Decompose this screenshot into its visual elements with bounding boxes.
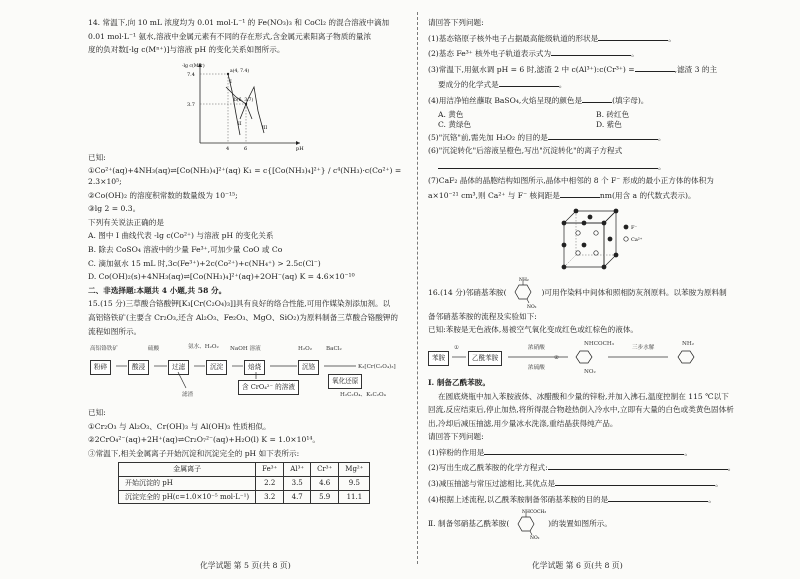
table-row: [119, 477, 370, 491]
flow-box-chrome-precip: 沉铬: [298, 360, 319, 375]
known2-label: 已知:: [88, 408, 106, 418]
o-nitroacetanilide-structure: [512, 508, 546, 540]
part-1-heading: Ⅰ. 制备乙酰苯胺。: [428, 377, 490, 387]
flow-label-product: K₃[Cr(C₂O₄)₃]: [358, 364, 396, 371]
q16-stem-1b: )可用作染料中间体和照相防灰剂原料。以苯胺为原料制: [541, 287, 727, 297]
q14-stem-1: 14. 常温下,向 10 mL 浓度均为 0.01 mol·L⁻¹ 的 Fe(NO₃)₃ 和 CoCl₂ 的混合溶液中滴加: [88, 18, 390, 27]
q14-stem-2: 0.01 mol·L⁻¹ 氨水,溶液中金属元素有不同的存在形式,含金属元素阳离子物质的量浓: [88, 31, 372, 41]
known2-1: ①Cr₂O₃ 与 Al₂O₃、Cr(OH)₃ 与 Al(OH)₃ 性质相似。: [88, 421, 271, 431]
flow-box-precipitate: 沉淀: [206, 360, 227, 375]
legend-f-label: F⁻: [631, 224, 638, 231]
right-page: 请回答下列问题: (1)基态铬原子核外电子占据最高能级轨道的形状是 。 (2)基态 Fe³⁺ 核外电子轨道表示式为 。 (3)常温下,用氨水调 pH = 6 时,滤渣 2 中 c(Al³⁺):c(Cr³⁺) = ,滤渣 3 的主 要成分的化学式是 。 (4)用洁净铂丝蘸取 BaSO₄,火焰呈现的颜色是 (填字母)。 A. 黄色 B. 砖红色 C. 黄绿色 D. 紫色 (5)"沉铬"前,需先加 H₂O₂ 的目的是 。 (6)"沉淀转化"后溶液呈橙色,写出"沉淀转化"的离子方程式 。 (7)CaF₂ 晶体的晶胞结构如图所示,晶体中相邻的 8 个 F⁻ 形成的最小正方体的体积为 a×10⁻²¹ cm³,则 Ca²⁺ 与 F⁻ 核间距是 nm(用含 a 的代数式表示)。 F⁻ Ca²⁺ 16.(14 分)邻硝基苯胺( NH₂ NO₂ )可用作染料中间体和照相防灰剂原料。以苯胺为原料制 备邻硝基苯胺的流程及实验如下: 已知:苯胺是无色液体,易被空气氧化变成红色或红棕色的液体。 苯胺 ① 乙酰苯胺 浓硝酸 浓硫酸 ② NHCOCH₃ NO₂ 三步水解 NH₂ Ⅰ. 制备乙酰苯胺。 在圆底烧瓶中加入苯胺液体、冰醋酸和少量的锌粉,并加入沸石,温度控制在 115 ℃以下 回流,反应结束后,停止加热,将所得混合物趁热倒入冷水中,立即有大量的白色或类黄色固体析 出,冷却后减压抽滤,用少量冰水洗涤,重结晶获得纯产品。 请回答下列问题: (1)锌粉的作用是 。 (2)写出生成乙酰苯胺的化学方程式: 。 (3)减压抽滤与常压过滤相比,其优点是 。 (4)根据上述流程,以乙酰苯胺制备邻硝基苯胺的目的是 。 Ⅱ. 制备邻硝基乙酰苯胺( NHCOCH₃ NO₂ )的装置如图所示。: [428, 18, 758, 543]
legend-ca-icon: [624, 237, 628, 241]
flow-label-ammonia: 氨水、H₂O₂: [188, 344, 219, 351]
flow-box-filter: 过滤: [168, 360, 189, 375]
answer-blank-1[interactable]: [598, 32, 668, 41]
table-header: Cr³⁺: [311, 463, 339, 477]
table-header: Al³⁺: [284, 463, 311, 477]
option-d: D. 紫色: [596, 120, 622, 130]
part-1-text-3: 出,冷却后减压抽滤,用少量冰水洗涤,重结晶获得纯产品。: [428, 418, 618, 428]
q15-stem-1: 15.(15 分)三草酸合铬酸钾[K₃[Cr(C₂O₄)₃]]具有良好的络合性能,可用作媒染剂添加剂。以: [88, 299, 391, 309]
table-cell: 4.6: [311, 477, 339, 491]
point-a: [227, 73, 229, 75]
question-7-b: a×10⁻²¹ cm³,则 Ca²⁺ 与 F⁻ 核间距是: [428, 191, 560, 201]
flow-arrows: [88, 340, 408, 406]
table-header-row: [119, 463, 370, 477]
question-3: (3)常温下,用氨水调 pH = 6 时,滤渣 2 中 c(Al³⁺):c(Cr³⁺) =: [428, 64, 635, 74]
footer-left: 化学试题 第 5 页(共 8 页): [200, 561, 291, 570]
table-cell: 2.2: [256, 477, 284, 491]
synth-mid-no2: NO₂: [584, 368, 596, 375]
table-cell: 3.5: [284, 477, 311, 491]
y-tick-37: 3.7: [187, 101, 195, 108]
part-2-tail: )的装置如图所示。: [548, 519, 612, 529]
q4-options-row-2: [428, 120, 758, 131]
part-1-q1: (1)锌粉的作用是: [428, 447, 485, 457]
option-a: A. 黄色: [438, 109, 464, 119]
flow-label-ore: 高铝铬铁矿: [90, 346, 118, 353]
ask-label-2: 请回答下列问题:: [428, 432, 484, 442]
part-2-heading: Ⅱ. 制备邻硝基乙酰苯胺(: [428, 519, 510, 529]
flow-box-chromate: 含 CrO₄²⁻ 的溶液: [238, 380, 299, 395]
question-7-a: (7)CaF₂ 晶体的晶胞结构如图所示,晶体中相邻的 8 个 F⁻ 形成的最小正方体的体积为: [428, 175, 714, 185]
synthesis-route: [428, 339, 758, 375]
flow-label-h2o2: H₂O₂: [298, 346, 312, 353]
curve-III-label: III: [262, 125, 268, 131]
no2-label-2: NO₂: [529, 536, 540, 541]
q15-stem-3: 流程如图所示。: [88, 326, 142, 336]
synth-reagent-h2so4: 浓硫酸: [528, 364, 545, 371]
known2-2: ②2CrO₄²⁻(aq)+2H⁺(aq)⇌Cr₂O₇²⁻(aq)+H₂O(l) K = 1.0×10¹⁴。: [88, 435, 321, 445]
curve-III: [240, 87, 264, 133]
x-axis-label: pH: [296, 145, 304, 151]
table-row: [119, 490, 370, 504]
question-6: (6)"沉淀转化"后溶液呈橙色,写出"沉淀转化"的离子方程式: [428, 146, 623, 156]
section-2-heading: 二、非选择题:本题共 4 小题,共 58 分。: [88, 285, 227, 295]
answer-blank-p3[interactable]: [555, 477, 715, 486]
known-1: ①Co²⁺(aq)+4NH₃(aq)⇌[Co(NH₃)₄]²⁺(aq) K₁ = c{[Co(NH₃)₄]²⁺} / c⁴(NH₃)·c(Co²⁺) = 2.3×10⁵;: [88, 166, 402, 186]
table-cell: 开始沉淀的 pH: [119, 477, 256, 491]
point-b: [245, 103, 247, 105]
question-4: (4)用洁净铂丝蘸取 BaSO₄,火焰呈现的颜色是: [428, 95, 583, 105]
flow-label-oxalate: H₂C₂O₄、K₂C₂O₄: [340, 392, 386, 399]
answer-blank-2[interactable]: [551, 47, 631, 56]
answer-blank-4[interactable]: [582, 94, 612, 103]
part-1-q2: (2)写出生成乙酰苯胺的化学方程式:: [428, 463, 548, 473]
ph-chart: [178, 59, 308, 151]
known-2: ②Co(OH)₂ 的溶度积常数的数量级为 10⁻¹⁵;: [88, 190, 238, 200]
no2-label: NO₂: [527, 304, 537, 309]
flow-label-acid: 硫酸: [148, 346, 160, 353]
left-page: [88, 18, 408, 504]
answer-blank-p4[interactable]: [608, 493, 708, 502]
q14-option-b: B. 除去 CoSO₄ 溶液中的少量 Fe³⁺,可加少量 CoO 或 Co: [88, 244, 283, 254]
q15-stem-2: 高铝铬铁矿(主要含 Cr₂O₃,还含 Al₂O₃、Fe₂O₃、MgO、SiO₂)为原料制备三草酸合铬酸钾的: [88, 312, 399, 322]
question-4-tail: (填字母)。: [612, 95, 649, 105]
known-label: 已知:: [88, 152, 106, 162]
x-arrow-icon: [296, 141, 300, 145]
flow-label-bacl2: BaCl₂: [326, 346, 342, 353]
synth-step-1: ①: [454, 344, 460, 351]
synth-mid-group: NHCOCH₃: [584, 340, 615, 347]
question-3-b: 要成分的化学式是: [438, 80, 499, 90]
part-1-q3: (3)减压抽滤与常压过滤相比,其优点是: [428, 479, 556, 489]
question-5: (5)"沉铬"前,需先加 H₂O₂ 的目的是: [428, 132, 548, 142]
y-axis-label: -lg c(Mⁿ⁺): [182, 63, 205, 69]
ph-table: [118, 462, 370, 504]
q16-stem-3: 已知:苯胺是无色液体,易被空气氧化变成红色或红棕色的液体。: [428, 325, 639, 335]
curve-I-label: I: [230, 79, 232, 85]
flow-box-redox: 氧化还原: [328, 374, 362, 389]
nhcoch3-label: NHCOCH₃: [521, 510, 546, 516]
part-1-text-2: 回流,反应结束后,停止加热,将所得混合物趁热倒入冷水中,立即有大量的白色或类黄色固体析: [428, 405, 734, 415]
q14-stem-3: 度的负对数[-lg c(Mⁿ⁺)]与溶液 pH 的变化关系如图所示。: [88, 45, 285, 55]
table-cell: 3.2: [256, 490, 284, 504]
page-divider: [417, 12, 418, 564]
q14-option-c: C. 滴加氨水 15 mL 时,3c(Fe³⁺)+2c(Co²⁺)+c(NH₄⁺) > 2.5c(Cl⁻): [88, 258, 321, 268]
answer-blank-7[interactable]: [560, 189, 600, 198]
x-tick-4: 4: [226, 145, 230, 151]
legend-ca-label: Ca²⁺: [631, 236, 643, 243]
ask-label: 请回答下列问题:: [428, 18, 484, 27]
q14-option-d: D. Co(OH)₂(s)+4NH₃(aq)⇌[Co(NH₃)₄]²⁺(aq)+2OH⁻(aq) K = 4.6×10⁻¹⁰: [88, 272, 355, 282]
known-3: ③lg 2 = 0.3。: [88, 204, 141, 214]
table-cell: 5.9: [311, 490, 339, 504]
table-header: Fe³⁺: [256, 463, 284, 477]
synth-reagent-hno3: 浓硝酸: [528, 344, 545, 351]
table-header: 金属离子: [119, 463, 256, 477]
answer-blank-p2[interactable]: [548, 461, 728, 470]
synth-step-2: ②: [554, 354, 560, 361]
table-cell: 沉淀完全的 pH(c=1.0×10⁻⁵ mol·L⁻¹): [119, 490, 256, 504]
question-7-c: nm(用含 a 的代数式表示)。: [599, 191, 696, 201]
flow-label-naoh: NaOH 溶液: [230, 346, 261, 353]
answer-blank-5[interactable]: [548, 131, 658, 140]
synth-hydrolysis: 三步水解: [632, 344, 655, 351]
nh2-label: NH₂: [519, 277, 529, 283]
question-3-tail: ,滤渣 3 的主: [674, 64, 718, 74]
q16-stem-2: 备邻硝基苯胺的流程及实验如下:: [428, 311, 537, 321]
flow-label-residue: 滤渣: [182, 392, 194, 399]
known2-3: ③常温下,相关金属离子开始沉淀和沉淀完全的 pH 如下表所示:: [88, 448, 300, 458]
q14-ask: 下列有关说法正确的是: [88, 217, 164, 227]
option-c: C. 黄绿色: [438, 120, 472, 130]
footer-right: 化学试题 第 6 页(共 8 页): [532, 561, 623, 570]
x-tick-6: 6: [244, 145, 248, 151]
synth-arrows: [428, 339, 758, 375]
process-flow: [88, 340, 408, 406]
table-cell: 9.5: [339, 477, 370, 491]
question-2: (2)基态 Fe³⁺ 核外电子轨道表示式为: [428, 49, 552, 59]
synth-box-acetanilide: 乙酰苯胺: [468, 351, 502, 366]
answer-blank-3a[interactable]: [635, 63, 675, 72]
synth-box-aniline: 苯胺: [428, 351, 449, 366]
y-tick-74: 7.4: [187, 71, 195, 78]
question-1: (1)基态铬原子核外电子占据最高能级轨道的形状是: [428, 33, 599, 43]
option-b: B. 砖红色: [596, 109, 630, 119]
answer-blank-6[interactable]: [438, 160, 658, 169]
q16-stem-1: 16.(14 分)邻硝基苯胺(: [428, 287, 507, 297]
part-1-q4: (4)根据上述流程,以乙酰苯胺制备邻硝基苯胺的目的是: [428, 494, 609, 504]
answer-blank-3b[interactable]: [499, 78, 559, 87]
table-cell: 4.7: [284, 490, 311, 504]
table-header: Mg²⁺: [339, 463, 370, 477]
point-a-label: a(4, 7.4): [230, 68, 250, 74]
o-nitroaniline-structure: [509, 277, 539, 309]
table-cell: 11.1: [339, 490, 370, 504]
q14-option-a: A. 图中 I 曲线代表 -lg c(Co²⁺) 与溶液 pH 的变化关系: [88, 231, 274, 241]
curve-II: [226, 87, 252, 119]
flow-box-acid-leach: 酸浸: [128, 360, 149, 375]
caf2-crystal-diagram: [556, 205, 652, 275]
part-1-text-1: 在圆底烧瓶中加入苯胺液体、冰醋酸和少量的锌粉,并加入沸石,温度控制在 115 ℃以下: [438, 391, 729, 401]
point-b-label: b(6, 3.7): [234, 97, 254, 103]
answer-blank-p1[interactable]: [484, 446, 684, 455]
curve-II-label: II: [238, 121, 242, 127]
flow-box-crush: 粉碎: [90, 360, 111, 375]
synth-end-nh2: NH₂: [682, 340, 695, 347]
q4-options-row-1: [428, 110, 758, 121]
flow-box-roast: 焙烧: [244, 360, 265, 375]
legend-f-icon: [624, 224, 629, 229]
